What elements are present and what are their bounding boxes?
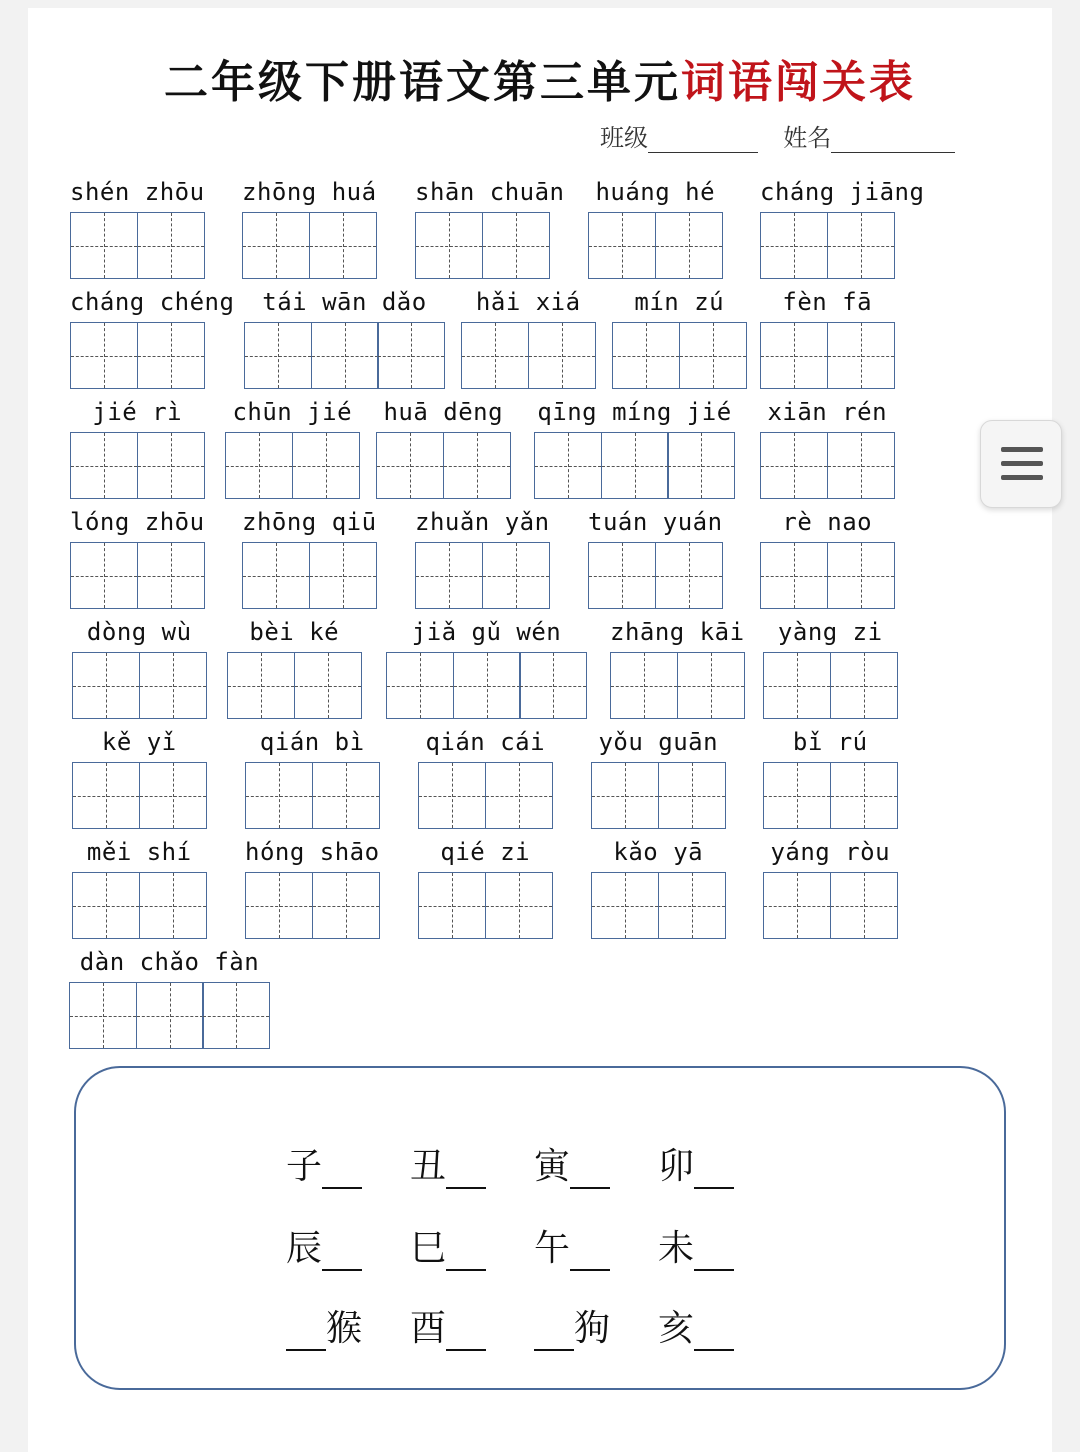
pinyin-label: xiān rén bbox=[767, 398, 888, 426]
tianzige-boxes bbox=[760, 212, 893, 279]
writing-cell[interactable] bbox=[225, 432, 293, 499]
pinyin-label: tái wān dǎo bbox=[262, 288, 427, 316]
pinyin-label: zhōng qiū bbox=[242, 508, 377, 536]
pinyin-label: hǎi xiá bbox=[475, 288, 581, 316]
writing-cell[interactable] bbox=[830, 762, 898, 829]
writing-cell[interactable] bbox=[482, 542, 550, 609]
writing-cell[interactable] bbox=[139, 652, 207, 719]
pinyin-label: zhōng huá bbox=[242, 178, 377, 206]
pinyin-label: huáng hé bbox=[595, 178, 716, 206]
writing-cell[interactable] bbox=[415, 542, 483, 609]
writing-cell[interactable] bbox=[453, 652, 521, 719]
name-blank[interactable] bbox=[831, 128, 955, 153]
zodiac-blank[interactable] bbox=[322, 1157, 362, 1189]
zodiac-char: 猴 bbox=[326, 1308, 363, 1349]
zodiac-blank[interactable] bbox=[446, 1239, 486, 1271]
zodiac-char: 巳 bbox=[410, 1228, 447, 1269]
writing-cell[interactable] bbox=[202, 982, 270, 1049]
writing-cell[interactable] bbox=[70, 542, 138, 609]
pinyin-label: qīng míng jié bbox=[537, 398, 732, 426]
writing-cell[interactable] bbox=[70, 432, 138, 499]
pinyin-label: jiǎ gǔ wén bbox=[411, 618, 562, 646]
writing-cell[interactable] bbox=[72, 652, 140, 719]
zodiac-blank[interactable] bbox=[322, 1239, 362, 1271]
pinyin-label: hóng shāo bbox=[245, 838, 380, 866]
writing-cell[interactable] bbox=[763, 872, 831, 939]
writing-cell[interactable] bbox=[311, 322, 379, 389]
writing-cell[interactable] bbox=[658, 762, 726, 829]
tianzige-boxes bbox=[591, 762, 724, 829]
writing-cell[interactable] bbox=[655, 212, 723, 279]
writing-cell[interactable] bbox=[72, 872, 140, 939]
tianzige-boxes bbox=[386, 652, 586, 719]
writing-cell[interactable] bbox=[415, 212, 483, 279]
writing-cell[interactable] bbox=[418, 872, 486, 939]
writing-cell[interactable] bbox=[309, 542, 377, 609]
zodiac-blank[interactable] bbox=[446, 1319, 486, 1351]
pinyin-label: zhāng kāi bbox=[610, 618, 745, 646]
pinyin-label: qián cái bbox=[425, 728, 546, 756]
zodiac-blank[interactable] bbox=[694, 1239, 734, 1271]
zodiac-item bbox=[286, 1138, 362, 1189]
writing-cell[interactable] bbox=[588, 212, 656, 279]
writing-cell[interactable] bbox=[137, 322, 205, 389]
writing-cell[interactable] bbox=[227, 652, 295, 719]
writing-cell[interactable] bbox=[610, 652, 678, 719]
tianzige-boxes bbox=[72, 652, 205, 719]
writing-cell[interactable] bbox=[655, 542, 723, 609]
zodiac-char: 未 bbox=[658, 1228, 695, 1269]
writing-cell[interactable] bbox=[591, 762, 659, 829]
zodiac-char: 亥 bbox=[658, 1308, 695, 1349]
tianzige-boxes bbox=[245, 872, 378, 939]
writing-cell[interactable] bbox=[418, 762, 486, 829]
tianzige-boxes bbox=[760, 432, 893, 499]
zodiac-char: 丑 bbox=[410, 1146, 447, 1187]
tianzige-boxes bbox=[763, 872, 896, 939]
tianzige-boxes bbox=[245, 762, 378, 829]
tianzige-boxes bbox=[763, 652, 896, 719]
writing-cell[interactable] bbox=[312, 872, 380, 939]
page-title bbox=[0, 46, 1080, 110]
writing-cell[interactable] bbox=[292, 432, 360, 499]
writing-cell[interactable] bbox=[763, 652, 831, 719]
class-blank[interactable] bbox=[648, 128, 758, 153]
pinyin-label: qié zi bbox=[440, 838, 531, 866]
writing-cell[interactable] bbox=[528, 322, 596, 389]
zodiac-char: 卯 bbox=[658, 1146, 695, 1187]
tianzige-boxes bbox=[70, 322, 203, 389]
writing-cell[interactable] bbox=[679, 322, 747, 389]
writing-cell[interactable] bbox=[760, 542, 828, 609]
tianzige-boxes bbox=[763, 762, 896, 829]
pinyin-label: chūn jié bbox=[232, 398, 353, 426]
zodiac-item bbox=[286, 1220, 362, 1271]
zodiac-char: 子 bbox=[286, 1146, 323, 1187]
tianzige-boxes bbox=[588, 542, 721, 609]
tianzige-boxes bbox=[760, 322, 893, 389]
writing-cell[interactable] bbox=[827, 542, 895, 609]
tianzige-boxes bbox=[588, 212, 721, 279]
pinyin-label: bǐ rú bbox=[792, 728, 868, 756]
pinyin-label: tuán yuán bbox=[588, 508, 723, 536]
tianzige-boxes bbox=[610, 652, 743, 719]
writing-cell[interactable] bbox=[534, 432, 602, 499]
pinyin-label: dòng wù bbox=[86, 618, 192, 646]
title-highlight: 词语闯关表 bbox=[681, 57, 916, 108]
class-name-fields bbox=[600, 118, 955, 153]
zodiac-char: 午 bbox=[534, 1228, 571, 1269]
zodiac-item bbox=[534, 1138, 610, 1189]
zodiac-char: 辰 bbox=[286, 1228, 323, 1269]
pinyin-label: shén zhōu bbox=[70, 178, 205, 206]
zodiac-item bbox=[410, 1138, 486, 1189]
writing-cell[interactable] bbox=[760, 322, 828, 389]
writing-cell[interactable] bbox=[658, 872, 726, 939]
zodiac-item bbox=[658, 1220, 734, 1271]
writing-cell[interactable] bbox=[760, 212, 828, 279]
tianzige-boxes bbox=[242, 212, 375, 279]
writing-cell[interactable] bbox=[827, 432, 895, 499]
tianzige-boxes bbox=[242, 542, 375, 609]
writing-cell[interactable] bbox=[601, 432, 669, 499]
pinyin-label: cháng jiāng bbox=[760, 178, 925, 206]
class-label: 班级 bbox=[600, 124, 648, 152]
tianzige-boxes bbox=[415, 212, 548, 279]
tianzige-boxes bbox=[70, 212, 203, 279]
writing-cell[interactable] bbox=[376, 432, 444, 499]
writing-cell[interactable] bbox=[763, 762, 831, 829]
writing-cell[interactable] bbox=[612, 322, 680, 389]
pinyin-label: kě yǐ bbox=[101, 728, 177, 756]
writing-cell[interactable] bbox=[830, 652, 898, 719]
tianzige-boxes bbox=[72, 762, 205, 829]
writing-cell[interactable] bbox=[386, 652, 454, 719]
tianzige-boxes bbox=[376, 432, 509, 499]
tianzige-boxes bbox=[534, 432, 734, 499]
writing-cell[interactable] bbox=[70, 212, 138, 279]
writing-cell[interactable] bbox=[139, 762, 207, 829]
tianzige-boxes bbox=[760, 542, 893, 609]
writing-cell[interactable] bbox=[830, 872, 898, 939]
tianzige-boxes bbox=[418, 762, 551, 829]
pinyin-label: huā dēng bbox=[383, 398, 504, 426]
tianzige-boxes bbox=[225, 432, 358, 499]
pinyin-label: dàn chǎo fàn bbox=[79, 948, 260, 976]
tianzige-boxes bbox=[72, 872, 205, 939]
pinyin-label: měi shí bbox=[86, 838, 192, 866]
pinyin-label: rè nao bbox=[782, 508, 873, 536]
writing-cell[interactable] bbox=[137, 432, 205, 499]
pinyin-label: cháng chéng bbox=[70, 288, 235, 316]
writing-cell[interactable] bbox=[137, 542, 205, 609]
zodiac-blank[interactable] bbox=[534, 1319, 574, 1351]
writing-cell[interactable] bbox=[667, 432, 735, 499]
writing-cell[interactable] bbox=[309, 212, 377, 279]
writing-cell[interactable] bbox=[242, 542, 310, 609]
writing-cell[interactable] bbox=[312, 762, 380, 829]
name-label: 姓名 bbox=[783, 124, 832, 152]
zodiac-blank[interactable] bbox=[570, 1239, 610, 1271]
zodiac-char: 酉 bbox=[410, 1308, 447, 1349]
pinyin-label: yǒu guān bbox=[598, 728, 719, 756]
zodiac-blank[interactable] bbox=[286, 1319, 326, 1351]
writing-cell[interactable] bbox=[588, 542, 656, 609]
writing-cell[interactable] bbox=[139, 872, 207, 939]
pinyin-label: zhuǎn yǎn bbox=[415, 508, 550, 536]
tianzige-boxes bbox=[591, 872, 724, 939]
zodiac-char: 寅 bbox=[534, 1146, 571, 1187]
title-main: 二年级下册语文第三单元 bbox=[164, 57, 681, 108]
pinyin-label: yáng ròu bbox=[770, 838, 891, 866]
writing-cell[interactable] bbox=[760, 432, 828, 499]
zodiac-blank[interactable] bbox=[694, 1157, 734, 1189]
tianzige-boxes bbox=[415, 542, 548, 609]
tianzige-boxes bbox=[70, 542, 203, 609]
writing-cell[interactable] bbox=[69, 982, 137, 1049]
pinyin-label: fèn fā bbox=[782, 288, 873, 316]
writing-cell[interactable] bbox=[827, 212, 895, 279]
tianzige-boxes bbox=[461, 322, 594, 389]
zodiac-item bbox=[410, 1300, 486, 1351]
writing-cell[interactable] bbox=[242, 212, 310, 279]
writing-cell[interactable] bbox=[485, 872, 553, 939]
pinyin-label: qián bì bbox=[259, 728, 365, 756]
writing-cell[interactable] bbox=[443, 432, 511, 499]
zodiac-blank[interactable] bbox=[694, 1319, 734, 1351]
writing-cell[interactable] bbox=[72, 762, 140, 829]
writing-cell[interactable] bbox=[245, 872, 313, 939]
zodiac-item bbox=[534, 1300, 610, 1351]
pinyin-label: jié rì bbox=[92, 398, 183, 426]
zodiac-item bbox=[658, 1300, 734, 1351]
writing-cell[interactable] bbox=[244, 322, 312, 389]
writing-cell[interactable] bbox=[137, 212, 205, 279]
menu-icon[interactable] bbox=[980, 420, 1062, 508]
zodiac-item bbox=[534, 1220, 610, 1271]
tianzige-boxes bbox=[612, 322, 745, 389]
zodiac-box bbox=[74, 1066, 1006, 1390]
writing-cell[interactable] bbox=[519, 652, 587, 719]
writing-cell[interactable] bbox=[677, 652, 745, 719]
tianzige-boxes bbox=[227, 652, 360, 719]
zodiac-blank[interactable] bbox=[446, 1157, 486, 1189]
pinyin-label: bèi ké bbox=[249, 618, 340, 646]
writing-cell[interactable] bbox=[70, 322, 138, 389]
pinyin-label: kǎo yā bbox=[613, 838, 704, 866]
zodiac-item bbox=[410, 1220, 486, 1271]
writing-cell[interactable] bbox=[377, 322, 445, 389]
writing-cell[interactable] bbox=[136, 982, 204, 1049]
writing-cell[interactable] bbox=[294, 652, 362, 719]
tianzige-boxes bbox=[418, 872, 551, 939]
writing-cell[interactable] bbox=[245, 762, 313, 829]
zodiac-blank[interactable] bbox=[570, 1157, 610, 1189]
tianzige-boxes bbox=[70, 432, 203, 499]
pinyin-label: yàng zi bbox=[777, 618, 883, 646]
writing-cell[interactable] bbox=[461, 322, 529, 389]
pinyin-label: mín zú bbox=[634, 288, 725, 316]
zodiac-item bbox=[658, 1138, 734, 1189]
pinyin-label: lóng zhōu bbox=[70, 508, 205, 536]
writing-cell[interactable] bbox=[485, 762, 553, 829]
zodiac-char: 狗 bbox=[574, 1308, 611, 1349]
writing-cell[interactable] bbox=[591, 872, 659, 939]
tianzige-boxes bbox=[69, 982, 269, 1049]
tianzige-boxes bbox=[244, 322, 444, 389]
writing-cell[interactable] bbox=[482, 212, 550, 279]
pinyin-label: shān chuān bbox=[415, 178, 565, 206]
zodiac-item bbox=[286, 1300, 362, 1351]
writing-cell[interactable] bbox=[827, 322, 895, 389]
